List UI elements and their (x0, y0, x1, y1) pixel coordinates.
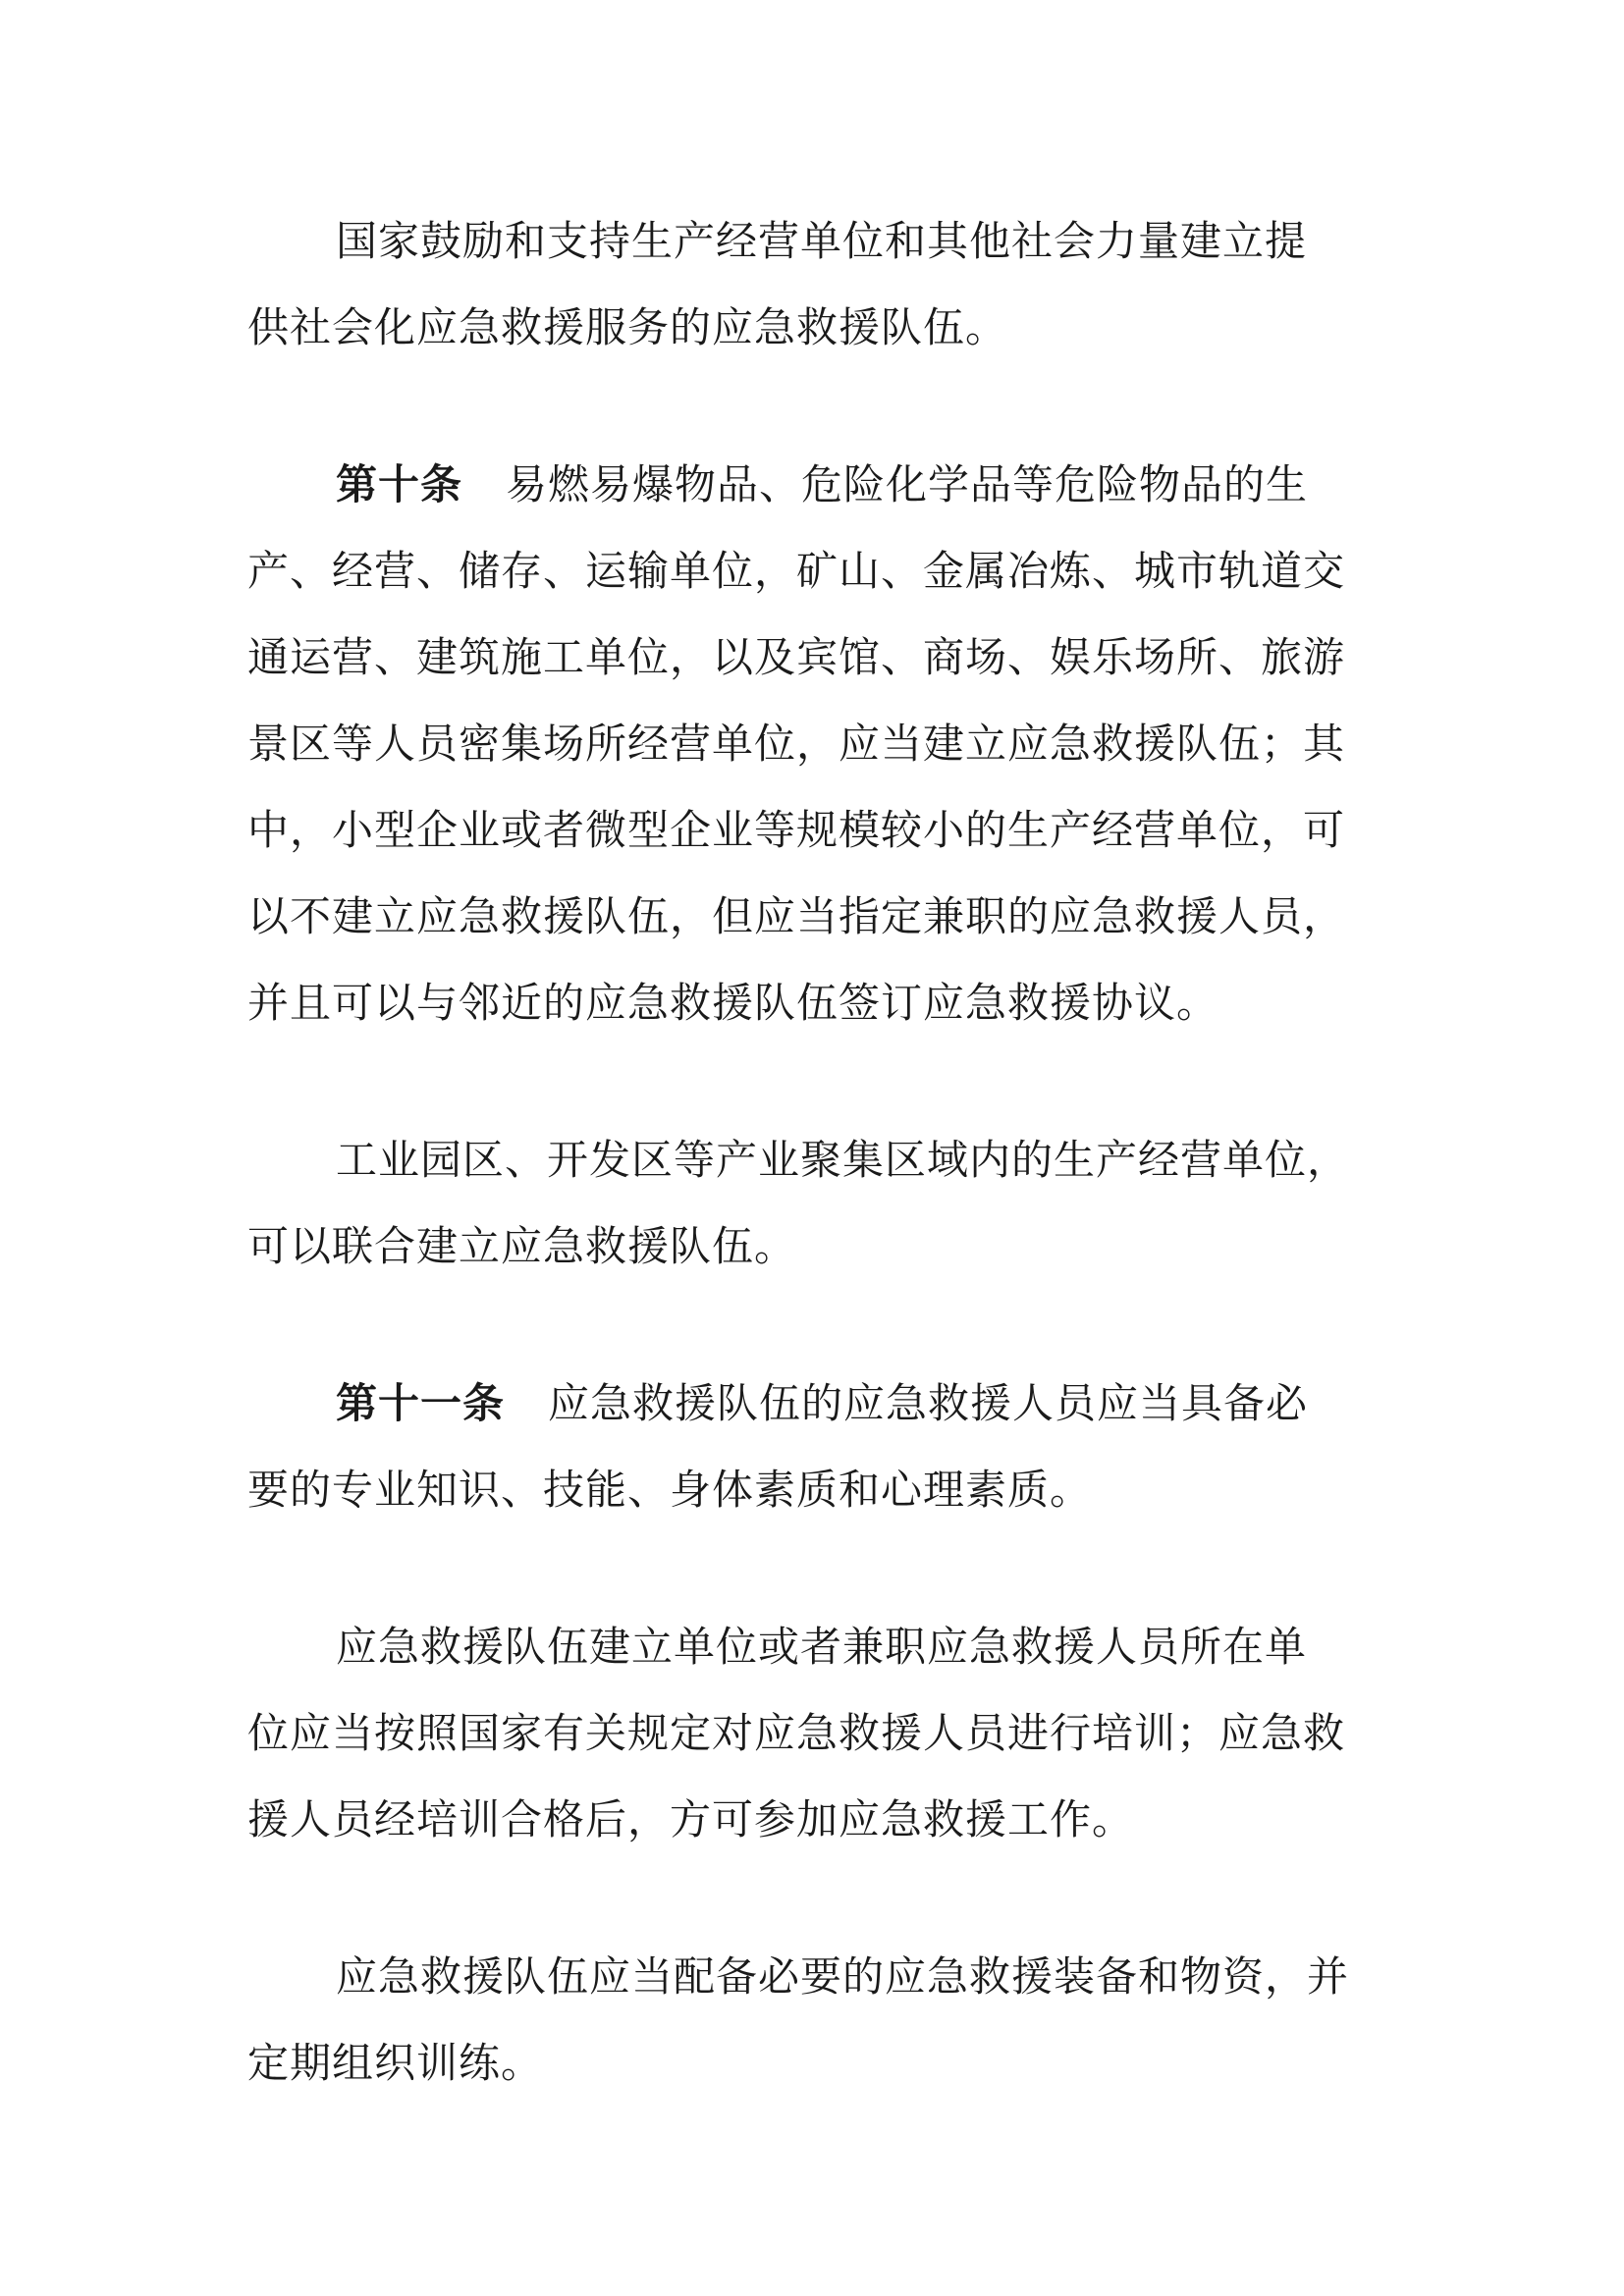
paragraph-line: 应急救援队伍应当配备必要的应急救援装备和物资，并 (336, 1952, 1350, 2001)
paragraph-line: 供社会化应急救援服务的应急救援队伍。 (247, 303, 1008, 351)
paragraph-line: 可以联合建立应急救援队伍。 (247, 1222, 797, 1270)
paragraph-line: 以不建立应急救援队伍，但应当指定兼职的应急救援人员， (247, 892, 1346, 940)
paragraph-line: 景区等人员密集场所经营单位，应当建立应急救援队伍；其 (247, 720, 1346, 768)
paragraph-line: 应急救援队伍建立单位或者兼职应急救援人员所在单 (336, 1623, 1308, 1671)
paragraph-line: 国家鼓励和支持生产经营单位和其他社会力量建立提 (336, 217, 1308, 265)
paragraph-line: 产、经营、储存、运输单位，矿山、金属冶炼、城市轨道交 (247, 547, 1346, 595)
article-first-line (336, 461, 1308, 508)
paragraph-line: 中，小型企业或者微型企业等规模较小的生产经营单位，可 (247, 806, 1346, 854)
paragraph-line: 援人员经培训合格后，方可参加应急救援工作。 (247, 1795, 1135, 1843)
paragraph-line: 位应当按照国家有关规定对应急救援人员进行培训；应急救 (247, 1709, 1346, 1757)
article-text: 易燃易爆物品、危险化学品等危险物品的生 (506, 460, 1309, 508)
paragraph-line: 要的专业知识、技能、身体素质和心理素质。 (247, 1466, 1093, 1514)
paragraph-line: 通运营、建筑施工单位，以及宾馆、商场、娱乐场所、旅游 (247, 633, 1346, 681)
paragraph-line: 并且可以与邻近的应急救援队伍签订应急救援协议。 (247, 979, 1219, 1027)
article-text: 应急救援队伍的应急救援人员应当具备必 (548, 1379, 1309, 1427)
paragraph-line: 工业园区、开发区等产业聚集区域内的生产经营单位， (336, 1136, 1350, 1184)
article-number: 第十条 (336, 460, 463, 508)
paragraph-line: 定期组织训练。 (247, 2039, 544, 2087)
article-number: 第十一条 (336, 1379, 506, 1427)
article-first-line (336, 1380, 1308, 1427)
